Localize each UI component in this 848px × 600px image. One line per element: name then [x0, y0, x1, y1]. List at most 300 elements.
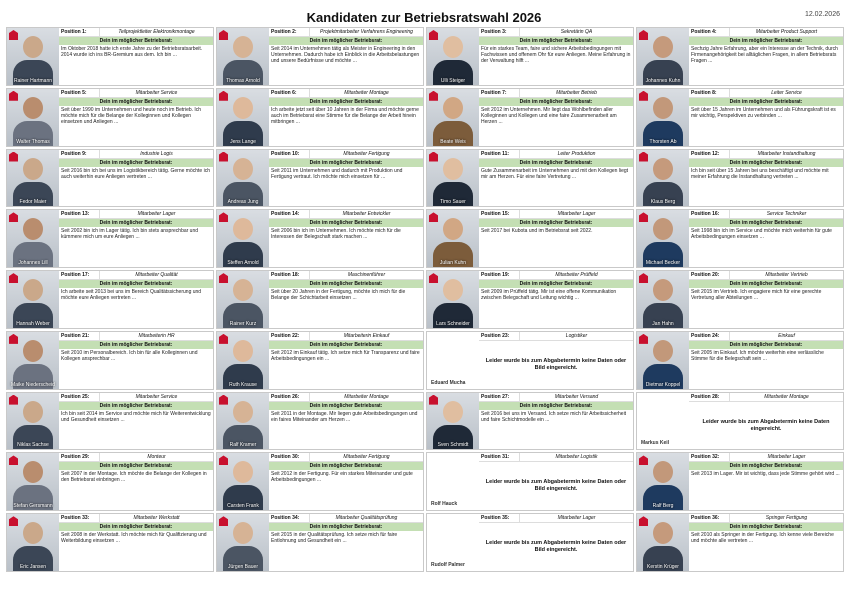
candidate-photo — [217, 271, 269, 328]
person-head — [443, 158, 463, 180]
candidate-info — [689, 332, 843, 389]
photo-caption: Fedor Maier — [19, 199, 47, 206]
candidate-info — [59, 393, 213, 450]
person-head — [23, 36, 43, 58]
candidate-description: Seit 2011 im Unternehmen und dadurch mit Produktion und Fertigung vertraut. Ich möchte mich einsetzen für ... — [271, 167, 403, 180]
missing-data-notice: Leider wurde bis zum Abgabetermin keine Daten oder Bild eingereicht. — [485, 357, 627, 371]
candidate-position: Position 30: — [269, 453, 310, 461]
candidate-slogan: Dein im möglicher Betriebsrat: — [269, 462, 423, 470]
candidate-card — [216, 149, 424, 208]
page-title: Kandidaten zur Betriebsratswahl 2026 — [306, 10, 542, 25]
candidate-card — [426, 331, 634, 390]
candidate-photo — [7, 453, 59, 510]
candidate-slogan: Dein im möglicher Betriebsrat: — [269, 98, 423, 106]
photo-caption: Lars Schneider — [436, 320, 470, 327]
candidate-card — [426, 149, 634, 208]
candidate-card — [216, 513, 424, 572]
candidate-header-row — [689, 453, 843, 462]
candidate-info — [269, 89, 423, 146]
candidate-description: Seit 2006 bin ich im Unternehmen. Ich möchte mich für die Interessen der Belegschaft stark machen ... — [271, 228, 401, 241]
candidate-description: Seit 2015 in der Qualitätsprüfung. Ich setze mich für faire Entlohnung und Gesundheit ein ... — [271, 532, 398, 545]
candidate-card — [6, 209, 214, 268]
candidate-job-title: Mitarbeiter Versand — [554, 393, 599, 400]
candidate-position: Position 27: — [479, 393, 520, 401]
photo-caption: Johannes Lill — [18, 260, 48, 267]
candidate-name: Markus Keil — [641, 440, 670, 447]
person-head — [653, 97, 673, 119]
candidate-job-title: Leiter Produktion — [557, 150, 596, 157]
candidate-slogan: Dein im möglicher Betriebsrat: — [59, 523, 213, 531]
candidate-info — [479, 271, 633, 328]
candidate-header-row — [689, 332, 843, 341]
candidate-photo — [637, 271, 689, 328]
person-head — [653, 36, 673, 58]
candidate-photo — [427, 393, 479, 450]
candidate-info — [269, 514, 423, 571]
candidate-slogan: Dein im möglicher Betriebsrat: — [479, 402, 633, 410]
candidate-info — [479, 150, 633, 207]
candidate-header-row — [269, 332, 423, 341]
candidate-position: Position 11: — [479, 150, 520, 158]
candidate-description: Ich arbeite jetzt seit über 10 Jahren in der Firma und möchte gerne auch im Betriebsrat eine Stimme für die Belange der Arbeit hinein mitbringen ... — [271, 106, 419, 125]
candidate-header-row — [479, 89, 633, 98]
candidate-job-title: Mitarbeiterin Einkauf — [343, 332, 390, 339]
candidate-job-title: Mitarbeiter Fertigung — [343, 150, 390, 157]
candidate-photo — [217, 210, 269, 267]
candidate-info — [269, 28, 423, 85]
candidate-description: Seit 2007 in der Montage. Ich möchte die Belange der Kollegen in den Betriebsrat einbringen ... — [61, 471, 207, 484]
candidate-job-title: Industrie Logis — [140, 150, 173, 157]
candidate-header-row — [689, 150, 843, 159]
candidate-info — [479, 210, 633, 267]
photo-caption: Thomas Arnold — [226, 77, 260, 84]
candidate-card — [6, 513, 214, 572]
candidate-info — [59, 28, 213, 85]
candidate-info — [689, 28, 843, 85]
candidate-info — [479, 514, 633, 571]
candidate-position: Position 32: — [689, 453, 730, 461]
candidate-position: Position 4: — [689, 28, 730, 36]
photo-caption: Klaus Berg — [650, 199, 676, 206]
candidate-position: Position 33: — [59, 514, 100, 522]
candidate-job-title: Mitarbeiter Instandhaltung — [757, 150, 816, 157]
candidate-slogan: Dein im möglicher Betriebsrat: — [59, 98, 213, 106]
candidate-slogan: Dein im möglicher Betriebsrat: — [689, 280, 843, 288]
candidate-slogan: Dein im möglicher Betriebsrat: — [269, 219, 423, 227]
candidate-card — [6, 88, 214, 147]
candidate-header-row — [689, 89, 843, 98]
candidate-job-title: Leiter Service — [771, 89, 802, 96]
candidate-position: Position 29: — [59, 453, 100, 461]
candidate-card — [6, 149, 214, 208]
candidate-job-title: Mitarbeiter Werkstatt — [133, 515, 180, 522]
candidate-slogan: Dein im möglicher Betriebsrat: — [689, 98, 843, 106]
candidate-position: Position 7: — [479, 89, 520, 97]
candidate-photo — [637, 453, 689, 510]
candidate-info — [269, 453, 423, 510]
candidate-photo — [217, 453, 269, 510]
candidate-description: Seit 2010 als Springer in der Fertigung. Ich kenne viele Bereiche und möchte alle vertreten ... — [691, 532, 834, 545]
candidate-position: Position 31: — [479, 453, 520, 461]
candidate-slogan: Dein im möglicher Betriebsrat: — [269, 280, 423, 288]
candidate-slogan: Dein im möglicher Betriebsrat: — [59, 280, 213, 288]
candidate-job-title: Projektmitarbeiter Verfahrens Engineering — [320, 29, 413, 35]
candidate-photo — [7, 150, 59, 207]
candidate-header-row — [689, 514, 843, 523]
candidate-info — [59, 271, 213, 328]
candidate-job-title: Mitarbeiter Vertrieb — [765, 272, 808, 279]
candidate-position: Position 35: — [479, 514, 520, 522]
candidate-slogan: Dein im möglicher Betriebsrat: — [689, 462, 843, 470]
candidate-name: Rolf Hauck — [431, 501, 458, 508]
missing-data-notice: Leider wurde bis zum Abgabetermin keine Daten eingereicht. — [702, 418, 830, 432]
candidate-slogan: Dein im möglicher Betriebsrat: — [689, 37, 843, 45]
person-head — [23, 340, 43, 362]
person-head — [443, 401, 463, 423]
candidate-description: Seit 2014 im Unternehmen tätig als Meister in Engineering in den Unternehmen. Dadurch habe ich Einblick in die Arbeitsbelastungen und unsere Bedürfnisse und möchte ... — [271, 46, 420, 64]
candidate-description: Seit 1998 bin ich im Service und möchte mich weiterhin für gute Arbeitsbedingungen einsetzen ... — [691, 228, 832, 241]
page-date: 12.02.2026 — [804, 11, 840, 18]
candidate-slogan: Dein im möglicher Betriebsrat: — [479, 280, 633, 288]
photo-caption: Jens Lange — [230, 138, 256, 145]
candidate-card — [426, 209, 634, 268]
candidate-info — [269, 332, 423, 389]
candidate-header-row — [479, 150, 633, 159]
candidate-card — [426, 270, 634, 329]
candidate-photo — [427, 210, 479, 267]
candidate-job-title: Mitarbeiter Qualität — [135, 272, 178, 279]
candidate-header-row — [479, 28, 633, 37]
candidate-position: Position 26: — [269, 393, 310, 401]
candidate-card — [636, 27, 844, 86]
candidate-header-row — [479, 393, 633, 402]
candidate-job-title: Service Techniker — [766, 211, 807, 218]
candidate-info — [269, 210, 423, 267]
photo-caption: Dietmar Koppel — [645, 381, 681, 388]
candidate-description: Seit 2012 im Unternehmen. Mir liegt das Wohlbefinden aller Kolleginnen und Kollegen und eine faire Zusammenarbeit am Herzen ... — [481, 106, 617, 125]
candidate-description: Seit 2012 im Einkauf tätig. Ich setze mich für Transparenz und faire Arbeitsbedingungen ein ... — [271, 349, 420, 362]
candidate-info — [59, 453, 213, 510]
candidate-photo — [637, 210, 689, 267]
candidate-job-title: Mitarbeiter Service — [135, 393, 178, 400]
person-head — [233, 97, 253, 119]
candidate-description: Ich bin seit 2014 im Service und möchte mich für Weiterentwicklung und Gesundheit einsetzen ... — [61, 410, 211, 423]
candidate-info — [689, 514, 843, 571]
photo-caption: Niklas Sachse — [17, 442, 49, 449]
candidate-position: Position 24: — [689, 332, 730, 340]
candidate-header-row — [59, 271, 213, 280]
candidate-card — [216, 331, 424, 390]
candidate-photo — [7, 210, 59, 267]
candidate-header-row — [269, 150, 423, 159]
candidate-slogan: Dein im möglicher Betriebsrat: — [59, 402, 213, 410]
candidate-card — [6, 270, 214, 329]
candidate-header-row — [59, 150, 213, 159]
candidate-job-title: Mitarbeiter Lager — [767, 454, 806, 461]
candidate-slogan: Dein im möglicher Betriebsrat: — [689, 159, 843, 167]
candidate-info — [479, 393, 633, 450]
candidate-position: Position 22: — [269, 332, 310, 340]
candidate-job-title: Mitarbeiter Montage — [344, 393, 389, 400]
candidate-position: Position 34: — [269, 514, 310, 522]
candidate-card — [216, 270, 424, 329]
photo-caption: Thorsten Ab — [649, 138, 677, 145]
candidate-job-title: Teilprojektleiter Elektronikmontage — [118, 29, 195, 35]
candidate-position: Position 25: — [59, 393, 100, 401]
candidate-header-row — [479, 453, 633, 462]
candidate-photo — [217, 150, 269, 207]
candidate-job-title: Mitarbeiter Service — [135, 89, 178, 96]
candidate-photo — [427, 28, 479, 85]
person-head — [23, 279, 43, 301]
candidate-photo — [7, 332, 59, 389]
candidate-slogan: Dein im möglicher Betriebsrat: — [269, 37, 423, 45]
candidate-card — [636, 149, 844, 208]
candidate-position: Position 6: — [269, 89, 310, 97]
candidate-position: Position 18: — [269, 271, 310, 279]
candidate-photo — [637, 89, 689, 146]
candidate-photo — [217, 514, 269, 571]
candidate-header-row — [689, 393, 843, 402]
candidate-position: Position 9: — [59, 150, 100, 158]
candidate-name: Rudolf Palmer — [431, 562, 465, 568]
candidate-header-row — [59, 28, 213, 37]
candidate-photo — [217, 332, 269, 389]
photo-caption: Eric Jansen — [19, 564, 47, 570]
candidate-job-title: Logistiker — [565, 332, 588, 339]
candidate-header-row — [479, 210, 633, 219]
candidate-slogan: Dein im möglicher Betriebsrat: — [269, 341, 423, 349]
candidate-header-row — [689, 210, 843, 219]
photo-caption: Maike Niederscheid — [11, 381, 55, 388]
photo-caption: Hannah Weber — [16, 320, 50, 327]
candidate-card — [636, 452, 844, 511]
candidate-slogan: Dein im möglicher Betriebsrat: — [689, 523, 843, 531]
candidate-header-row — [689, 28, 843, 37]
missing-data-notice: Leider wurde bis zum Abgabetermin keine Daten oder Bild eingereicht. — [485, 479, 627, 493]
candidate-position: Position 14: — [269, 210, 310, 218]
photo-caption: Andreas Jung — [227, 199, 259, 206]
candidate-card — [6, 331, 214, 390]
candidate-card — [426, 392, 634, 451]
candidate-slogan: Dein im möglicher Betriebsrat: — [269, 402, 423, 410]
candidate-info — [689, 210, 843, 267]
candidate-header-row — [269, 453, 423, 462]
candidate-header-row — [59, 514, 213, 523]
candidate-photo — [7, 514, 59, 571]
candidate-job-title: Mitarbeiterin HR — [138, 332, 175, 339]
candidate-job-title: Mitarbeiter Prüffeld — [555, 272, 598, 279]
candidate-photo — [637, 514, 689, 571]
candidate-description: Seit über 1990 im Unternehmen und heute noch im Betrieb. Ich möchte mich für die Belange der Kolleginnen und Kollegen einsetzen und Anliegen ... — [61, 106, 202, 125]
candidate-info — [59, 210, 213, 267]
photo-caption: Jan Hahn — [652, 320, 674, 327]
photo-caption: Rainer Hartmann — [13, 77, 53, 84]
candidate-description: Seit 2016 bin ich bei uns im Logistikbereich tätig. Gerne möchte ich auch weiterhin eure Anliegen vertreten ... — [61, 167, 210, 180]
candidate-info — [59, 514, 213, 571]
candidate-card — [636, 331, 844, 390]
candidate-slogan: Dein im möglicher Betriebsrat: — [59, 341, 213, 349]
candidate-slogan: Dein im möglicher Betriebsrat: — [59, 37, 213, 45]
candidate-description: Sechzig Jahre Erfahrung, aber ein Interesse an der Technik, durch Firmenangehörigkeit bei alltäglichen Fragen, in allem Betriebsrats Fragen ... — [691, 46, 838, 64]
person-head — [443, 279, 463, 301]
photo-caption: Ralf Kramer — [229, 442, 257, 449]
candidate-card — [426, 27, 634, 86]
candidate-card — [216, 88, 424, 147]
photo-caption: Timo Sauer — [440, 199, 466, 206]
candidate-info — [689, 150, 843, 207]
person-head — [233, 340, 253, 362]
candidate-card — [426, 88, 634, 147]
candidate-job-title: Mitarbeiter Qualitätsprüfung — [335, 515, 398, 522]
candidate-info — [479, 89, 633, 146]
candidate-slogan: Dein im möglicher Betriebsrat: — [689, 219, 843, 227]
candidate-slogan: Dein im möglicher Betriebsrat: — [479, 37, 633, 45]
person-head — [443, 36, 463, 58]
candidate-position: Position 5: — [59, 89, 100, 97]
person-head — [23, 401, 43, 423]
candidate-header-row — [689, 271, 843, 280]
candidate-slogan: Dein im möglicher Betriebsrat: — [479, 98, 633, 106]
candidate-info — [479, 332, 633, 389]
candidate-position: Position 21: — [59, 332, 100, 340]
candidate-description: Seit 2012 in der Fertigung. Für ein starkes Miteinander und gute Arbeitsbedingungen ... — [271, 471, 413, 484]
candidate-info — [59, 332, 213, 389]
candidate-job-title: Mitarbeiter Lager — [137, 211, 176, 218]
candidate-slogan: Dein im möglicher Betriebsrat: — [59, 462, 213, 470]
person-head — [233, 36, 253, 58]
candidate-header-row — [269, 393, 423, 402]
candidate-position: Position 20: — [689, 271, 730, 279]
candidate-photo — [637, 28, 689, 85]
candidate-info — [479, 453, 633, 510]
candidate-grid — [6, 27, 844, 572]
candidate-card — [636, 392, 844, 451]
candidate-card — [6, 452, 214, 511]
candidate-header-row — [479, 271, 633, 280]
candidate-position: Position 15: — [479, 210, 520, 218]
candidate-card — [6, 27, 214, 86]
candidate-info — [689, 453, 843, 510]
candidate-slogan: Dein im möglicher Betriebsrat: — [479, 159, 633, 167]
candidate-card — [636, 513, 844, 572]
candidate-header-row — [59, 89, 213, 98]
candidate-header-row — [269, 28, 423, 37]
missing-data-notice: Leider wurde bis zum Abgabetermin keine Daten oder Bild eingereicht. — [485, 540, 627, 554]
candidate-header-row — [269, 210, 423, 219]
candidate-description: Im Oktober 2018 hatte ich erste Jahre zu der Betriebsratsarbeit. 2014 wurde ich ins BR-Gremium aus dem. Ich bin ... — [61, 46, 203, 58]
candidate-photo — [7, 271, 59, 328]
candidate-name: Eduard Mucha — [431, 379, 466, 386]
candidate-slogan: Dein im möglicher Betriebsrat: — [269, 159, 423, 167]
candidate-position: Position 12: — [689, 150, 730, 158]
candidate-card — [636, 209, 844, 268]
candidate-job-title: Mitarbeiter Lager — [557, 515, 596, 522]
person-head — [653, 279, 673, 301]
candidate-position: Position 3: — [479, 28, 520, 36]
candidate-photo — [427, 150, 479, 207]
candidate-position: Position 19: — [479, 271, 520, 279]
candidate-description: Seit 2016 bei uns im Versand. Ich setze mich für Arbeitssicherheit und faire Schichtmodelle ein ... — [481, 410, 627, 423]
candidate-job-title: Mitarbeiter Product Support — [755, 29, 818, 35]
candidate-job-title: Maschinenführer — [347, 272, 386, 279]
photo-caption: Sven Schmidt — [437, 442, 469, 449]
candidate-photo — [7, 89, 59, 146]
candidate-header-row — [269, 271, 423, 280]
candidate-info — [689, 89, 843, 146]
photo-caption: Walter Thomas — [16, 138, 50, 145]
candidate-description: Seit 2013 im Lager. Mir ist wichtig, dass jede Stimme gehört wird ... — [691, 471, 840, 478]
candidate-header-row — [59, 393, 213, 402]
person-head — [653, 340, 673, 362]
photo-caption: Julian Kuhn — [439, 260, 467, 267]
candidate-description: Für ein starkes Team, faire und sichere Arbeitsbedingungen mit Fachwissen und offenem Ohr für eure Anliegen. Meine Erfahrung in der Verwaltung hilft ... — [481, 46, 631, 64]
candidate-card — [636, 88, 844, 147]
candidate-job-title: Mitarbeiter Entwickler — [342, 211, 391, 218]
candidate-header-row — [59, 332, 213, 341]
candidate-info — [479, 28, 633, 85]
candidate-card — [216, 27, 424, 86]
photo-caption: Steffen Arnold — [227, 260, 259, 267]
photo-caption: Ruth Krause — [229, 381, 257, 388]
candidate-photo — [7, 393, 59, 450]
candidate-card — [216, 209, 424, 268]
candidate-card — [216, 452, 424, 511]
candidate-photo — [427, 89, 479, 146]
photo-caption: Michael Becker — [645, 260, 681, 267]
candidate-slogan: Dein im möglicher Betriebsrat: — [59, 219, 213, 227]
candidate-header-row — [59, 453, 213, 462]
candidate-info — [269, 271, 423, 328]
candidate-description: Seit über 15 Jahren im Unternehmen und als Führungskraft ist es mir wichtig, Perspektiven zu verbinden ... — [691, 106, 836, 119]
photo-caption: Ulli Steiger — [440, 77, 466, 84]
candidate-job-title: Mitarbeiter Fertigung — [343, 454, 390, 461]
person-head — [233, 401, 253, 423]
candidate-photo — [217, 89, 269, 146]
person-head — [653, 158, 673, 180]
person-head — [23, 158, 43, 180]
candidate-position: Position 2: — [269, 28, 310, 36]
candidate-card — [426, 513, 634, 572]
candidate-position: Position 36: — [689, 514, 730, 522]
candidate-job-title: Mitarbeiter Betrieb — [556, 89, 597, 96]
candidate-slogan: Dein im möglicher Betriebsrat: — [479, 219, 633, 227]
candidate-description: Gute Zusammenarbeit im Unternehmen und mit den Kollegen liegt mir am Herzen. Für eine faire Vertretung ... — [481, 167, 629, 180]
photo-caption: Jürgen Bauer — [227, 564, 259, 570]
candidate-info — [689, 271, 843, 328]
candidate-position: Position 10: — [269, 150, 310, 158]
candidate-photo — [7, 28, 59, 85]
candidate-job-title: Mitarbeiter Montage — [764, 393, 809, 400]
photo-caption: Johannes Kuhn — [645, 77, 681, 84]
photo-caption: Carsten Frank — [227, 503, 259, 510]
candidate-card — [636, 270, 844, 329]
candidate-photo — [217, 393, 269, 450]
candidate-header-row — [269, 514, 423, 523]
photo-caption: Stefan Gersmann — [13, 503, 53, 510]
candidate-header-row — [479, 514, 633, 523]
person-head — [233, 158, 253, 180]
candidate-photo — [637, 332, 689, 389]
candidate-job-title: Springer Fertigung — [765, 515, 808, 522]
person-head — [233, 279, 253, 301]
candidate-description: Seit 2010 im Personalbereich. Ich bin für alle Kolleginnen und Kollegen ansprechbar ... — [61, 349, 198, 362]
candidate-card — [6, 392, 214, 451]
candidate-slogan: Dein im möglicher Betriebsrat: — [689, 341, 843, 349]
candidate-position: Position 13: — [59, 210, 100, 218]
person-head — [23, 97, 43, 119]
candidate-position: Position 17: — [59, 271, 100, 279]
